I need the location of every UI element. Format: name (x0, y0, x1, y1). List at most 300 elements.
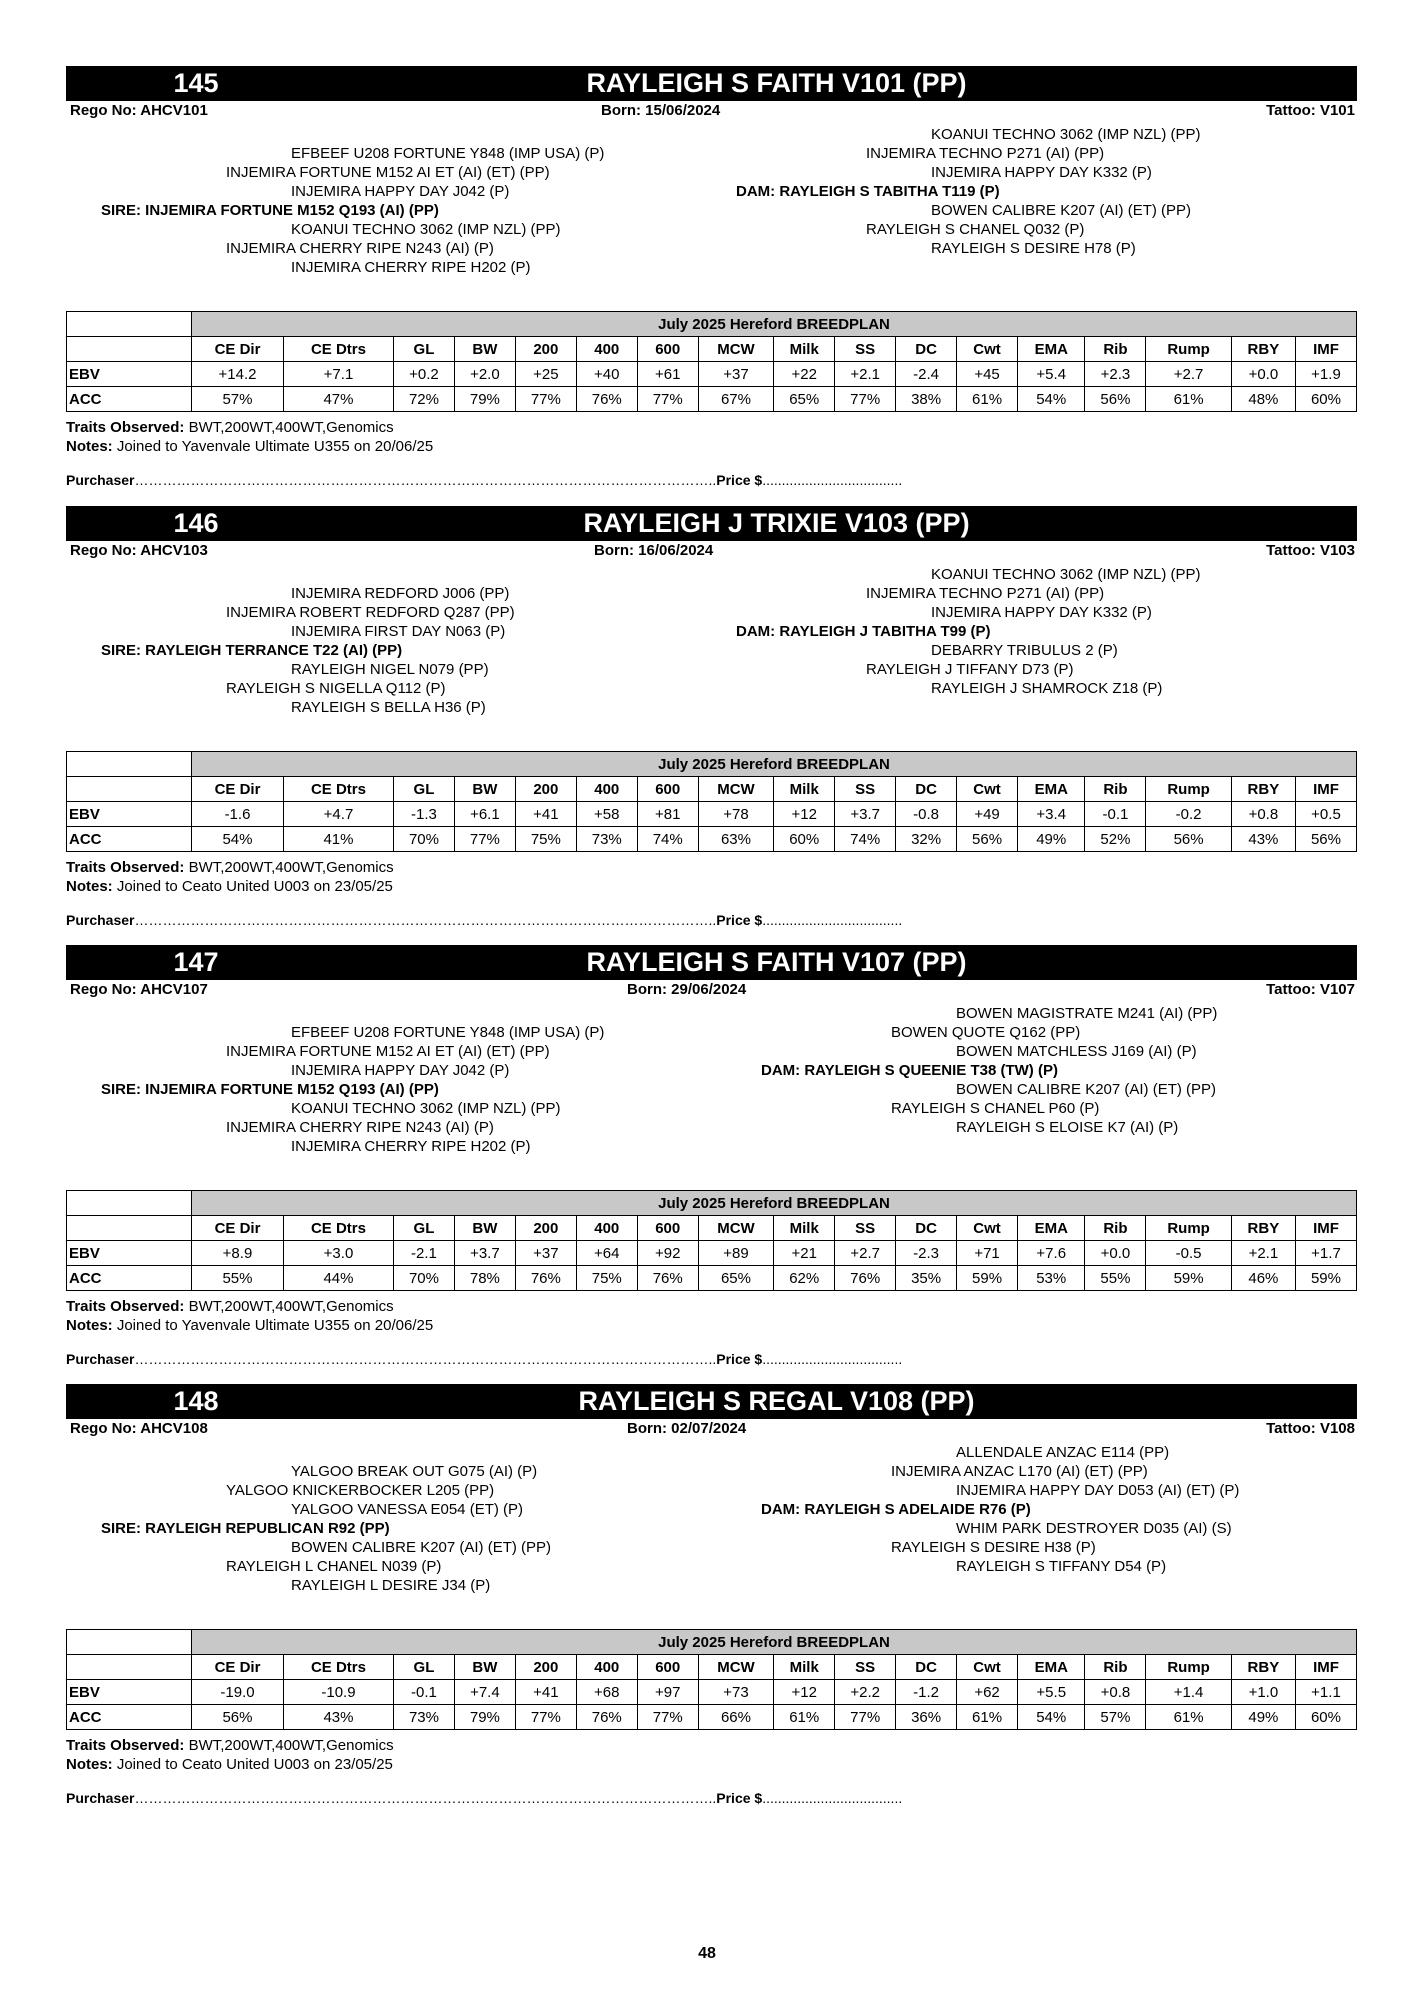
dam-ancestor: WHIM PARK DESTROYER D035 (AI) (S) (956, 1520, 1232, 1537)
ebv-cell: +2.1 (1231, 1241, 1295, 1266)
column-header: 600 (637, 1216, 698, 1241)
lot-info-row (66, 1419, 1357, 1439)
traits-line (66, 858, 1357, 877)
ebv-cell: -2.3 (896, 1241, 957, 1266)
ebv-cell: +3.4 (1018, 802, 1085, 827)
born-date: Born: 15/06/2024 (601, 102, 721, 119)
lot-notes (66, 858, 1357, 896)
sire-ancestor: INJEMIRA CHERRY RIPE N243 (AI) (P) (226, 240, 494, 257)
acc-cell: 76% (637, 1266, 698, 1291)
lot-number: 147 (173, 947, 219, 977)
ebv-cell: +6.1 (454, 802, 515, 827)
sire-ancestor: INJEMIRA CHERRY RIPE H202 (P) (291, 1138, 531, 1155)
price-label: Price $ (716, 472, 763, 488)
ebv-cell: +21 (774, 1241, 835, 1266)
acc-cell: 54% (1018, 1705, 1085, 1730)
purchaser-line[interactable] (66, 912, 1357, 928)
ebv-cell: -19.0 (192, 1680, 284, 1705)
column-header: MCW (698, 337, 774, 362)
acc-row (67, 827, 1357, 852)
column-header: DC (896, 1655, 957, 1680)
column-header: MCW (698, 777, 774, 802)
lot-header (66, 1384, 1357, 1419)
dam-ancestor: INJEMIRA TECHNO P271 (AI) (PP) (866, 585, 1105, 602)
price-field[interactable]: .................................... (762, 912, 903, 928)
traits-value: BWT,200WT,400WT,Genomics (188, 859, 394, 876)
acc-cell: 65% (774, 387, 835, 412)
acc-cell: 55% (192, 1266, 284, 1291)
acc-cell: 49% (1231, 1705, 1295, 1730)
dam-name: DAM: RAYLEIGH J TABITHA T99 (P) (736, 623, 991, 640)
column-header: CE Dir (192, 777, 284, 802)
sire-ancestor: RAYLEIGH NIGEL N079 (PP) (291, 661, 489, 678)
lot-notes (66, 1297, 1357, 1335)
acc-cell: 66% (698, 1705, 774, 1730)
column-header: EMA (1018, 1216, 1085, 1241)
traits-label: Traits Observed: (66, 1737, 185, 1754)
acc-cell: 62% (774, 1266, 835, 1291)
ebv-cell: +40 (576, 362, 637, 387)
lot-title: RAYLEIGH J TRIXIE V103 (PP) (583, 508, 970, 538)
purchaser-line[interactable] (66, 472, 1357, 488)
column-header: DC (896, 1216, 957, 1241)
ebv-cell: +12 (774, 1680, 835, 1705)
column-header: IMF (1295, 1655, 1356, 1680)
ebv-cell: +68 (576, 1680, 637, 1705)
column-header: GL (393, 337, 454, 362)
tattoo: Tattoo: V101 (1266, 102, 1355, 119)
ebv-label: EBV (67, 1241, 192, 1266)
column-header: Cwt (957, 1216, 1018, 1241)
lot-info-row (66, 980, 1357, 1000)
ebv-cell: +2.2 (835, 1680, 896, 1705)
column-header: 200 (515, 337, 576, 362)
ebv-cell: +45 (957, 362, 1018, 387)
purchaser-field[interactable]: …………………………………………………………………………………………………………….. (134, 1790, 717, 1806)
sire-ancestor: RAYLEIGH S BELLA H36 (P) (291, 699, 486, 716)
lot-header (66, 66, 1357, 101)
acc-cell: 61% (1146, 387, 1231, 412)
column-header: RBY (1231, 337, 1295, 362)
sire-ancestor: RAYLEIGH S NIGELLA Q112 (P) (226, 680, 446, 697)
column-header: 200 (515, 777, 576, 802)
acc-cell: 70% (393, 827, 454, 852)
lot-header (66, 945, 1357, 980)
column-header: Cwt (957, 777, 1018, 802)
ebv-cell: +2.1 (835, 362, 896, 387)
header-blank (67, 777, 192, 802)
sire-name: SIRE: RAYLEIGH TERRANCE T22 (AI) (PP) (101, 642, 403, 659)
ebv-cell: +12 (774, 802, 835, 827)
column-header: RBY (1231, 1216, 1295, 1241)
acc-cell: 75% (515, 827, 576, 852)
dam-ancestor: RAYLEIGH S CHANEL Q032 (P) (866, 221, 1085, 238)
acc-cell: 47% (283, 387, 393, 412)
notes-value: Joined to Ceato United U003 on 23/05/25 (116, 1756, 393, 1773)
ebv-cell: +61 (637, 362, 698, 387)
column-header: GL (393, 1655, 454, 1680)
column-header: Milk (774, 777, 835, 802)
acc-cell: 74% (637, 827, 698, 852)
column-header: MCW (698, 1655, 774, 1680)
ebv-row (67, 1241, 1357, 1266)
ebv-row (67, 802, 1357, 827)
acc-cell: 48% (1231, 387, 1295, 412)
sire-ancestor: INJEMIRA CHERRY RIPE N243 (AI) (P) (226, 1119, 494, 1136)
notes-value: Joined to Yavenvale Ultimate U355 on 20/06/25 (116, 438, 434, 455)
column-header: SS (835, 777, 896, 802)
column-header: CE Dtrs (283, 1655, 393, 1680)
breedplan-table (66, 311, 1357, 412)
sire-ancestor: INJEMIRA HAPPY DAY J042 (P) (291, 183, 510, 200)
acc-cell: 61% (774, 1705, 835, 1730)
column-header: DC (896, 337, 957, 362)
ebv-cell: +0.5 (1295, 802, 1356, 827)
column-header: RBY (1231, 777, 1295, 802)
column-header: MCW (698, 1216, 774, 1241)
column-header: BW (454, 777, 515, 802)
lot-title: RAYLEIGH S FAITH V101 (PP) (586, 68, 967, 98)
column-header: Rib (1085, 1655, 1146, 1680)
traits-line (66, 1736, 1357, 1755)
traits-value: BWT,200WT,400WT,Genomics (188, 419, 394, 436)
acc-cell: 56% (957, 827, 1018, 852)
sire-ancestor: INJEMIRA HAPPY DAY J042 (P) (291, 1062, 510, 1079)
purchaser-field[interactable]: …………………………………………………………………………………………………………….. (134, 912, 717, 928)
acc-cell: 76% (835, 1266, 896, 1291)
ebv-cell: +49 (957, 802, 1018, 827)
acc-label: ACC (67, 1705, 192, 1730)
traits-value: BWT,200WT,400WT,Genomics (188, 1737, 394, 1754)
sire-ancestor: YALGOO VANESSA E054 (ET) (P) (291, 1501, 524, 1518)
notes-label: Notes: (66, 1756, 113, 1773)
column-header: EMA (1018, 777, 1085, 802)
ebv-label: EBV (67, 802, 192, 827)
purchaser-label: Purchaser (66, 472, 135, 488)
purchaser-line[interactable] (66, 1351, 1357, 1367)
lot-info-row (66, 541, 1357, 561)
dam-ancestor: KOANUI TECHNO 3062 (IMP NZL) (PP) (931, 566, 1201, 583)
acc-cell: 76% (576, 1705, 637, 1730)
acc-cell: 55% (1085, 1266, 1146, 1291)
rego-number: Rego No: AHCV107 (70, 981, 208, 998)
column-header: CE Dir (192, 1655, 284, 1680)
notes-label: Notes: (66, 438, 113, 455)
column-header: IMF (1295, 1216, 1356, 1241)
acc-cell: 77% (637, 387, 698, 412)
page-number: 48 (698, 1945, 716, 1962)
column-header: 600 (637, 1655, 698, 1680)
traits-line (66, 418, 1357, 437)
table-header-row (67, 777, 1357, 802)
column-header: DC (896, 777, 957, 802)
ebv-cell: -1.3 (393, 802, 454, 827)
born-date: Born: 29/06/2024 (627, 981, 747, 998)
column-header: BW (454, 1216, 515, 1241)
ebv-cell: +3.7 (454, 1241, 515, 1266)
ebv-cell: +22 (774, 362, 835, 387)
price-label: Price $ (716, 1351, 763, 1367)
ebv-cell: +8.9 (192, 1241, 284, 1266)
column-header: Rump (1146, 1655, 1231, 1680)
breedplan-table (66, 751, 1357, 852)
ebv-cell: -0.5 (1146, 1241, 1231, 1266)
table-corner (67, 752, 192, 777)
ebv-cell: +73 (698, 1680, 774, 1705)
column-header: IMF (1295, 337, 1356, 362)
acc-row (67, 1705, 1357, 1730)
acc-cell: 78% (454, 1266, 515, 1291)
notes-line (66, 1755, 1357, 1774)
born-date: Born: 16/06/2024 (594, 542, 714, 559)
dam-ancestor: RAYLEIGH J TIFFANY D73 (P) (866, 661, 1074, 678)
acc-cell: 56% (1085, 387, 1146, 412)
column-header: Rib (1085, 1216, 1146, 1241)
ebv-cell: +81 (637, 802, 698, 827)
header-blank (67, 1216, 192, 1241)
table-header-row (67, 1655, 1357, 1680)
sire-ancestor: EFBEEF U208 FORTUNE Y848 (IMP USA) (P) (291, 1024, 605, 1041)
traits-label: Traits Observed: (66, 859, 185, 876)
ebv-cell: +41 (515, 1680, 576, 1705)
dam-ancestor: INJEMIRA HAPPY DAY D053 (AI) (ET) (P) (956, 1482, 1240, 1499)
dam-ancestor: BOWEN QUOTE Q162 (PP) (891, 1024, 1081, 1041)
acc-cell: 61% (957, 1705, 1018, 1730)
ebv-cell: +4.7 (283, 802, 393, 827)
ebv-cell: +41 (515, 802, 576, 827)
ebv-cell: +92 (637, 1241, 698, 1266)
rego-number: Rego No: AHCV101 (70, 102, 208, 119)
purchaser-label: Purchaser (66, 1790, 135, 1806)
acc-cell: 76% (576, 387, 637, 412)
acc-cell: 59% (957, 1266, 1018, 1291)
acc-cell: 53% (1018, 1266, 1085, 1291)
acc-cell: 60% (1295, 387, 1356, 412)
sire-ancestor: INJEMIRA CHERRY RIPE H202 (P) (291, 259, 531, 276)
column-header: Rib (1085, 777, 1146, 802)
sire-name: SIRE: INJEMIRA FORTUNE M152 Q193 (AI) (PP) (101, 1081, 439, 1098)
sire-ancestor: BOWEN CALIBRE K207 (AI) (ET) (PP) (291, 1539, 552, 1556)
acc-cell: 41% (283, 827, 393, 852)
ebv-cell: -2.1 (393, 1241, 454, 1266)
pedigree (66, 1439, 1357, 1629)
acc-cell: 56% (1146, 827, 1231, 852)
sire-ancestor: INJEMIRA REDFORD J006 (PP) (291, 585, 510, 602)
dam-ancestor: DEBARRY TRIBULUS 2 (P) (931, 642, 1118, 659)
price-field[interactable]: .................................... (762, 472, 903, 488)
ebv-cell: -0.2 (1146, 802, 1231, 827)
column-header: GL (393, 1216, 454, 1241)
acc-cell: 77% (454, 827, 515, 852)
acc-cell: 72% (393, 387, 454, 412)
acc-cell: 59% (1146, 1266, 1231, 1291)
notes-line (66, 877, 1357, 896)
acc-cell: 67% (698, 387, 774, 412)
acc-cell: 77% (835, 1705, 896, 1730)
breedplan-table (66, 1629, 1357, 1730)
dam-ancestor: RAYLEIGH J SHAMROCK Z18 (P) (931, 680, 1163, 697)
column-header: 400 (576, 1216, 637, 1241)
breedplan-caption: July 2025 Hereford BREEDPLAN (192, 1191, 1357, 1216)
column-header: Rump (1146, 777, 1231, 802)
ebv-cell: +0.8 (1085, 1680, 1146, 1705)
sire-ancestor: YALGOO BREAK OUT G075 (AI) (P) (291, 1463, 538, 1480)
column-header: IMF (1295, 777, 1356, 802)
lot-entry (66, 506, 1357, 928)
column-header: CE Dtrs (283, 777, 393, 802)
acc-cell: 79% (454, 1705, 515, 1730)
sire-ancestor: EFBEEF U208 FORTUNE Y848 (IMP USA) (P) (291, 145, 605, 162)
table-corner (67, 1630, 192, 1655)
column-header: SS (835, 1216, 896, 1241)
acc-cell: 63% (698, 827, 774, 852)
acc-cell: 59% (1295, 1266, 1356, 1291)
ebv-cell: +71 (957, 1241, 1018, 1266)
column-header: CE Dtrs (283, 337, 393, 362)
column-header: 600 (637, 337, 698, 362)
purchaser-label: Purchaser (66, 1351, 135, 1367)
column-header: Milk (774, 1216, 835, 1241)
acc-cell: 57% (192, 387, 284, 412)
ebv-cell: +37 (698, 362, 774, 387)
breedplan-caption: July 2025 Hereford BREEDPLAN (192, 312, 1357, 337)
acc-cell: 79% (454, 387, 515, 412)
table-corner (67, 1191, 192, 1216)
acc-cell: 73% (576, 827, 637, 852)
ebv-cell: +5.4 (1018, 362, 1085, 387)
column-header: 400 (576, 777, 637, 802)
sire-ancestor: RAYLEIGH L CHANEL N039 (P) (226, 1558, 442, 1575)
ebv-label: EBV (67, 1680, 192, 1705)
acc-cell: 35% (896, 1266, 957, 1291)
price-label: Price $ (716, 912, 763, 928)
column-header: 400 (576, 337, 637, 362)
dam-ancestor: INJEMIRA HAPPY DAY K332 (P) (931, 164, 1152, 181)
sire-ancestor: YALGOO KNICKERBOCKER L205 (PP) (226, 1482, 495, 1499)
lot-entry (66, 66, 1357, 488)
column-header: SS (835, 337, 896, 362)
acc-cell: 43% (1231, 827, 1295, 852)
ebv-cell: +2.7 (1146, 362, 1231, 387)
dam-ancestor: RAYLEIGH S TIFFANY D54 (P) (956, 1558, 1167, 1575)
price-field[interactable]: .................................... (762, 1790, 903, 1806)
column-header: 200 (515, 1655, 576, 1680)
ebv-cell: +0.0 (1085, 1241, 1146, 1266)
born-date: Born: 02/07/2024 (627, 1420, 747, 1437)
notes-label: Notes: (66, 1317, 113, 1334)
column-header: CE Dtrs (283, 1216, 393, 1241)
lot-title: RAYLEIGH S FAITH V107 (PP) (586, 947, 967, 977)
column-header: CE Dir (192, 337, 284, 362)
breedplan-table (66, 1190, 1357, 1291)
column-header: EMA (1018, 337, 1085, 362)
purchaser-line[interactable] (66, 1790, 1357, 1806)
ebv-cell: +62 (957, 1680, 1018, 1705)
dam-ancestor: RAYLEIGH S DESIRE H38 (P) (891, 1539, 1096, 1556)
acc-cell: 56% (1295, 827, 1356, 852)
column-header: 200 (515, 1216, 576, 1241)
lot-title: RAYLEIGH S REGAL V108 (PP) (578, 1386, 975, 1416)
ebv-cell: +1.9 (1295, 362, 1356, 387)
ebv-cell: -0.1 (1085, 802, 1146, 827)
column-header: BW (454, 1655, 515, 1680)
acc-cell: 76% (515, 1266, 576, 1291)
column-header: Rump (1146, 1216, 1231, 1241)
sire-name: SIRE: INJEMIRA FORTUNE M152 Q193 (AI) (PP) (101, 202, 439, 219)
dam-ancestor: INJEMIRA ANZAC L170 (AI) (ET) (PP) (891, 1463, 1148, 1480)
notes-value: Joined to Yavenvale Ultimate U355 on 20/06/25 (116, 1317, 434, 1334)
traits-label: Traits Observed: (66, 419, 185, 436)
column-header: Milk (774, 1655, 835, 1680)
dam-ancestor: RAYLEIGH S DESIRE H78 (P) (931, 240, 1136, 257)
dam-name: DAM: RAYLEIGH S TABITHA T119 (P) (736, 183, 1000, 200)
acc-cell: 61% (957, 387, 1018, 412)
notes-value: Joined to Ceato United U003 on 23/05/25 (116, 878, 393, 895)
acc-cell: 46% (1231, 1266, 1295, 1291)
lot-notes (66, 418, 1357, 456)
table-header-row (67, 337, 1357, 362)
sire-ancestor: INJEMIRA FORTUNE M152 AI ET (AI) (ET) (PP) (226, 164, 550, 181)
acc-cell: 54% (1018, 387, 1085, 412)
breedplan-caption: July 2025 Hereford BREEDPLAN (192, 1630, 1357, 1655)
acc-cell: 54% (192, 827, 284, 852)
acc-cell: 56% (192, 1705, 284, 1730)
acc-cell: 57% (1085, 1705, 1146, 1730)
column-header: Cwt (957, 337, 1018, 362)
ebv-cell: +14.2 (192, 362, 284, 387)
acc-label: ACC (67, 827, 192, 852)
ebv-cell: +2.3 (1085, 362, 1146, 387)
acc-cell: 52% (1085, 827, 1146, 852)
acc-cell: 61% (1146, 1705, 1231, 1730)
lot-header (66, 506, 1357, 541)
pedigree (66, 1000, 1357, 1190)
column-header: EMA (1018, 1655, 1085, 1680)
table-corner (67, 312, 192, 337)
dam-ancestor: BOWEN MAGISTRATE M241 (AI) (PP) (956, 1005, 1218, 1022)
ebv-label: EBV (67, 362, 192, 387)
ebv-cell: +2.0 (454, 362, 515, 387)
purchaser-field[interactable]: …………………………………………………………………………………………………………….. (134, 472, 717, 488)
price-field[interactable]: .................................... (762, 1351, 903, 1367)
acc-label: ACC (67, 1266, 192, 1291)
ebv-cell: -0.1 (393, 1680, 454, 1705)
column-header: 400 (576, 1655, 637, 1680)
price-label: Price $ (716, 1790, 763, 1806)
ebv-row (67, 1680, 1357, 1705)
acc-row (67, 387, 1357, 412)
dam-ancestor: KOANUI TECHNO 3062 (IMP NZL) (PP) (931, 126, 1201, 143)
column-header: Rump (1146, 337, 1231, 362)
acc-cell: 75% (576, 1266, 637, 1291)
dam-ancestor: RAYLEIGH S CHANEL P60 (P) (891, 1100, 1100, 1117)
header-blank (67, 1655, 192, 1680)
ebv-cell: +7.6 (1018, 1241, 1085, 1266)
lot-entry (66, 1384, 1357, 1806)
pedigree (66, 561, 1357, 751)
lot-info-row (66, 101, 1357, 121)
acc-cell: 77% (835, 387, 896, 412)
ebv-row (67, 362, 1357, 387)
purchaser-field[interactable]: …………………………………………………………………………………………………………….. (134, 1351, 717, 1367)
lot-number: 146 (173, 508, 219, 538)
rego-number: Rego No: AHCV108 (70, 1420, 208, 1437)
acc-cell: 49% (1018, 827, 1085, 852)
dam-ancestor: BOWEN MATCHLESS J169 (AI) (P) (956, 1043, 1197, 1060)
ebv-cell: +25 (515, 362, 576, 387)
rego-number: Rego No: AHCV103 (70, 542, 208, 559)
acc-cell: 77% (515, 387, 576, 412)
